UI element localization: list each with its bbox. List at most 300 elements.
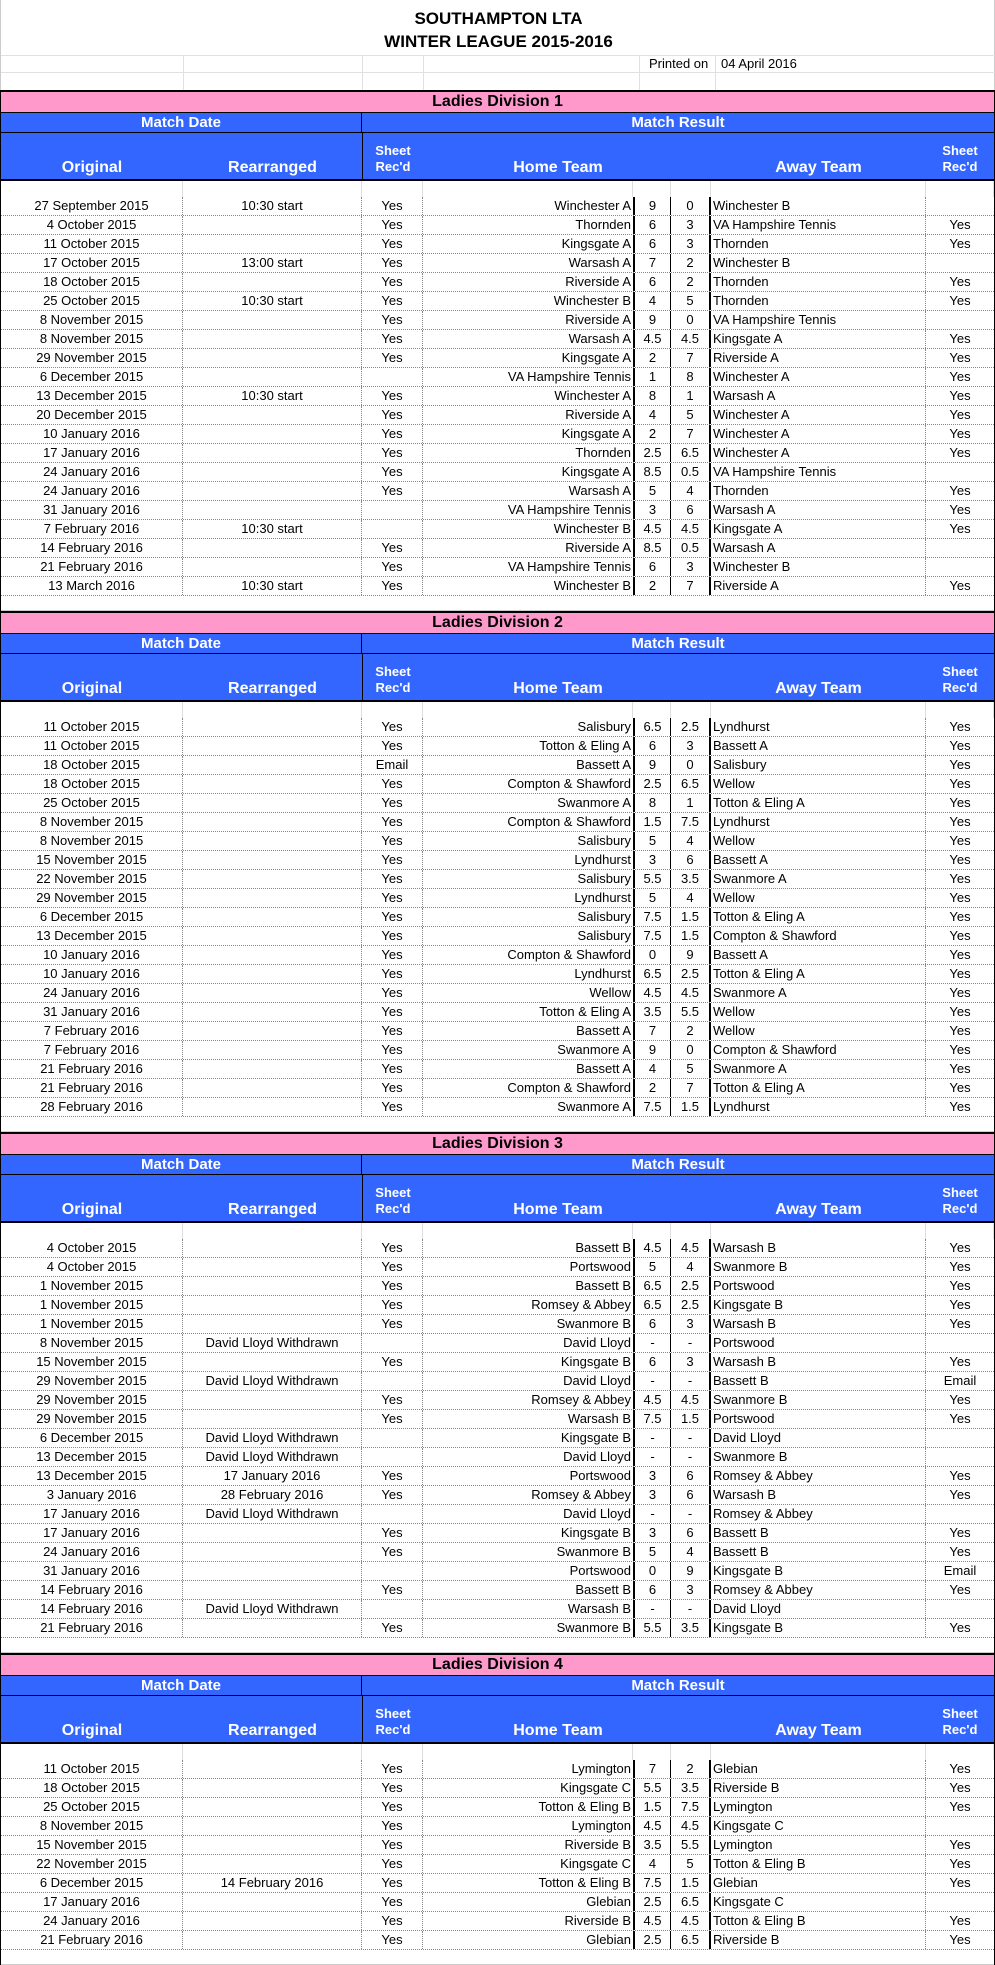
- home-sheet-received: Yes: [362, 927, 423, 945]
- away-score: 2: [671, 1022, 711, 1040]
- rearranged-date: [183, 406, 362, 424]
- rearranged-date: [183, 235, 362, 253]
- rearranged-date: David Lloyd Withdrawn: [183, 1600, 362, 1618]
- home-score: 5: [633, 832, 671, 850]
- away-score: 2: [671, 1760, 711, 1778]
- original-date: 10 January 2016: [1, 425, 183, 443]
- home-team: Totton & Eling B: [538, 1875, 631, 1890]
- home-score: -: [633, 1505, 671, 1523]
- away-score: 0: [671, 197, 711, 215]
- away-score: 3: [671, 216, 711, 234]
- fixture-row: [1, 349, 994, 368]
- away-team: Compton & Shawford: [711, 1041, 926, 1059]
- away-score: 0.5: [671, 539, 711, 557]
- home-team: Bassett A: [576, 1023, 631, 1038]
- fixture-row: [1, 1296, 994, 1315]
- home-sheet-received: Yes: [362, 775, 423, 793]
- home-sheet-received: Yes: [362, 813, 423, 831]
- rearranged-date: [183, 946, 362, 964]
- home-team: Lymington: [571, 1761, 631, 1776]
- away-score: 4.5: [671, 330, 711, 348]
- home-score: -: [633, 1372, 671, 1390]
- rearranged-date: [183, 1836, 362, 1854]
- rearranged-date: [183, 1277, 362, 1295]
- rearranged-date: [183, 273, 362, 291]
- away-team: Wellow: [711, 1003, 926, 1021]
- original-date: 18 October 2015: [1, 756, 183, 774]
- original-date: 18 October 2015: [1, 273, 183, 291]
- fixture-row: [1, 1836, 994, 1855]
- away-sheet-received: [926, 254, 994, 272]
- home-sheet-received: Yes: [362, 292, 423, 310]
- original-date: 1 November 2015: [1, 1296, 183, 1314]
- away-score: 9: [671, 946, 711, 964]
- home-score: 4.5: [633, 1239, 671, 1257]
- division-section: [0, 1653, 995, 1965]
- home-team: Totton & Eling B: [538, 1799, 631, 1814]
- away-score: 2.5: [671, 1277, 711, 1295]
- original-date: 6 December 2015: [1, 1429, 183, 1447]
- away-score: 1: [671, 794, 711, 812]
- fixture-row: [1, 794, 994, 813]
- fixture-rows: [1, 1760, 994, 1950]
- away-team: Riverside B: [711, 1931, 926, 1949]
- column-header-row: [1, 132, 994, 181]
- home-sheet-received: Yes: [362, 1931, 423, 1949]
- fixture-row: [1, 216, 994, 235]
- away-team: Wellow: [711, 1022, 926, 1040]
- rearranged-date: [183, 311, 362, 329]
- away-sheet-received: Yes: [949, 521, 971, 536]
- rearranged-date: [183, 1562, 362, 1580]
- rearranged-date: 10:30 start: [183, 197, 362, 215]
- fixture-row: [1, 1893, 994, 1912]
- home-score: 8.5: [633, 463, 671, 481]
- home-sheet-received: Yes: [362, 1619, 423, 1637]
- home-sheet-received: Yes: [362, 1003, 423, 1021]
- away-sheet-received: Yes: [949, 1316, 971, 1331]
- fixture-row: [1, 908, 994, 927]
- home-sheet-received: Yes: [362, 1258, 423, 1276]
- rearranged-date: [183, 1893, 362, 1911]
- home-score: -: [633, 1600, 671, 1618]
- home-team: Winchester A: [554, 388, 631, 403]
- original-date: 21 February 2016: [1, 1079, 183, 1097]
- fixture-row: [1, 927, 994, 946]
- away-team: Salisbury: [711, 756, 926, 774]
- rearranged-date: [183, 1296, 362, 1314]
- away-score: 6.5: [671, 444, 711, 462]
- home-score: 7.5: [633, 1410, 671, 1428]
- rearranged-date: [183, 813, 362, 831]
- home-score: 0: [633, 946, 671, 964]
- home-sheet-received: Yes: [362, 482, 423, 500]
- away-score: 7: [671, 577, 711, 595]
- home-team: Totton & Eling A: [539, 1004, 631, 1019]
- away-sheet-received: Yes: [949, 445, 971, 460]
- away-team: Totton & Eling B: [711, 1855, 926, 1873]
- away-team: Winchester A: [711, 444, 926, 462]
- home-score: 8: [633, 387, 671, 405]
- away-team-header: Away Team: [775, 1722, 862, 1739]
- away-score: 4: [671, 1543, 711, 1561]
- rearranged-date: [183, 889, 362, 907]
- home-score: 6: [633, 558, 671, 576]
- rearranged-date: [183, 539, 362, 557]
- original-date: 10 January 2016: [1, 965, 183, 983]
- original-date: 15 November 2015: [1, 1353, 183, 1371]
- original-date: 21 February 2016: [1, 1619, 183, 1637]
- sheet-received-header: Sheet Rec'd: [942, 143, 978, 174]
- original-header: Original: [61, 680, 123, 697]
- away-team: Bassett A: [711, 946, 926, 964]
- home-score: 3: [633, 851, 671, 869]
- away-score: -: [671, 1429, 711, 1447]
- home-score: 5: [633, 1258, 671, 1276]
- home-team: Riverside A: [565, 312, 631, 327]
- division-section: [0, 1132, 995, 1653]
- home-team: Portswood: [569, 1259, 631, 1274]
- home-score: 3.5: [633, 1836, 671, 1854]
- original-date: 6 December 2015: [1, 1874, 183, 1892]
- home-score: 1: [633, 368, 671, 386]
- original-date: 7 February 2016: [1, 520, 183, 538]
- away-score: 2: [671, 273, 711, 291]
- match-result-header: Match Result: [631, 635, 725, 652]
- away-sheet-received: [926, 1448, 994, 1466]
- fixture-row: [1, 330, 994, 349]
- away-sheet-received: Yes: [949, 1913, 971, 1928]
- home-score: -: [633, 1334, 671, 1352]
- rearranged-date: [183, 1391, 362, 1409]
- report-title: SOUTHAMPTON LTA: [414, 9, 583, 28]
- home-team: Kingsgate C: [560, 1780, 631, 1795]
- original-date: 8 November 2015: [1, 311, 183, 329]
- away-score: -: [671, 1334, 711, 1352]
- home-team: Thornden: [575, 217, 631, 232]
- away-team: Portswood: [711, 1277, 926, 1295]
- fixture-rows: [1, 1239, 994, 1638]
- away-score: 0.5: [671, 463, 711, 481]
- home-sheet-received: Yes: [362, 889, 423, 907]
- away-score: 3: [671, 1581, 711, 1599]
- rearranged-header: Rearranged: [228, 680, 317, 697]
- away-sheet-received: [926, 1429, 994, 1447]
- original-date: 17 October 2015: [1, 254, 183, 272]
- rearranged-date: [183, 1060, 362, 1078]
- away-team: Bassett A: [711, 851, 926, 869]
- column-group-header: [1, 1155, 994, 1174]
- away-team: Warsash B: [711, 1239, 926, 1257]
- home-score: 3.5: [633, 1003, 671, 1021]
- away-team: Winchester B: [711, 254, 926, 272]
- original-date: 8 November 2015: [1, 1817, 183, 1835]
- original-date: 21 February 2016: [1, 1060, 183, 1078]
- home-sheet-received: Yes: [362, 558, 423, 576]
- home-team: Romsey & Abbey: [531, 1487, 631, 1502]
- home-score: 3: [633, 1524, 671, 1542]
- original-date: 11 October 2015: [1, 718, 183, 736]
- home-sheet-received: Yes: [362, 1798, 423, 1816]
- home-team: Lyndhurst: [574, 890, 631, 905]
- away-score: 0: [671, 311, 711, 329]
- home-score: 6: [633, 273, 671, 291]
- home-sheet-received: Yes: [362, 1855, 423, 1873]
- home-sheet-received: [362, 1334, 423, 1352]
- fixture-row: [1, 1022, 994, 1041]
- away-score: 4.5: [671, 520, 711, 538]
- away-team: Lymington: [711, 1798, 926, 1816]
- home-score: 6.5: [633, 1296, 671, 1314]
- original-date: 13 December 2015: [1, 1467, 183, 1485]
- away-score: 3.5: [671, 870, 711, 888]
- fixture-row: [1, 1467, 994, 1486]
- away-team: Swanmore B: [711, 1448, 926, 1466]
- home-team: VA Hampshire Tennis: [507, 502, 631, 517]
- home-team: Swanmore A: [557, 1099, 631, 1114]
- away-score: 7: [671, 425, 711, 443]
- rearranged-date: [183, 737, 362, 755]
- away-score: -: [671, 1448, 711, 1466]
- home-score: 3: [633, 1467, 671, 1485]
- home-sheet-received: [362, 1429, 423, 1447]
- home-team: Swanmore B: [556, 1544, 631, 1559]
- away-score: 5: [671, 292, 711, 310]
- home-sheet-received: Yes: [362, 273, 423, 291]
- home-team: Compton & Shawford: [507, 776, 631, 791]
- home-sheet-received: [362, 1562, 423, 1580]
- division-title: Ladies Division 4: [1, 1653, 994, 1676]
- original-date: 8 November 2015: [1, 1334, 183, 1352]
- home-team: Winchester B: [553, 578, 631, 593]
- away-team-header: Away Team: [775, 1201, 862, 1218]
- away-team: David Lloyd: [711, 1600, 926, 1618]
- home-team: Salisbury: [577, 833, 631, 848]
- home-score: 6.5: [633, 718, 671, 736]
- away-score: 5: [671, 1855, 711, 1873]
- home-sheet-received: Yes: [362, 1817, 423, 1835]
- away-sheet-received: Yes: [949, 871, 971, 886]
- rearranged-date: [183, 216, 362, 234]
- away-sheet-received: Yes: [949, 1582, 971, 1597]
- fixture-row: [1, 1505, 994, 1524]
- away-sheet-received: Email: [943, 1563, 977, 1578]
- home-team: Kingsgate C: [560, 1856, 631, 1871]
- rearranged-date: [183, 1524, 362, 1542]
- rearranged-date: [183, 425, 362, 443]
- away-score: 1.5: [671, 908, 711, 926]
- fixture-row: [1, 1041, 994, 1060]
- fixture-row: [1, 1429, 994, 1448]
- fixture-row: [1, 1391, 994, 1410]
- fixture-row: [1, 1334, 994, 1353]
- original-date: 1 November 2015: [1, 1315, 183, 1333]
- away-team: Thornden: [711, 482, 926, 500]
- away-score: -: [671, 1372, 711, 1390]
- away-team: Romsey & Abbey: [711, 1467, 926, 1485]
- home-score: 7.5: [633, 927, 671, 945]
- away-team: Thornden: [711, 235, 926, 253]
- away-sheet-received: Yes: [949, 388, 971, 403]
- spacer-row: [1, 1638, 994, 1653]
- division-title: Ladies Division 3: [1, 1132, 994, 1155]
- home-team: Warsash A: [568, 483, 631, 498]
- away-score: 7: [671, 1079, 711, 1097]
- original-date: 8 November 2015: [1, 832, 183, 850]
- away-score: 2.5: [671, 718, 711, 736]
- away-sheet-received: Yes: [949, 1544, 971, 1559]
- fixture-row: [1, 387, 994, 406]
- away-sheet-received: Yes: [949, 1042, 971, 1057]
- rearranged-date: 10:30 start: [183, 292, 362, 310]
- away-score: 1.5: [671, 1098, 711, 1116]
- home-sheet-received: Yes: [362, 1543, 423, 1561]
- away-team: Swanmore A: [711, 870, 926, 888]
- away-sheet-received: Yes: [949, 217, 971, 232]
- away-score: -: [671, 1505, 711, 1523]
- original-date: 10 January 2016: [1, 946, 183, 964]
- away-sheet-received: Yes: [949, 890, 971, 905]
- home-score: 6: [633, 737, 671, 755]
- home-sheet-received: Yes: [362, 1524, 423, 1542]
- home-team-header: Home Team: [513, 680, 603, 697]
- home-sheet-received: Yes: [362, 406, 423, 424]
- home-sheet-received: Yes: [362, 311, 423, 329]
- home-score: 4.5: [633, 1912, 671, 1930]
- fixture-row: [1, 520, 994, 539]
- sheet-received-header: Sheet Rec'd: [942, 1706, 978, 1737]
- rearranged-date: [183, 908, 362, 926]
- grid-line: [362, 55, 363, 90]
- away-team: Kingsgate B: [711, 1296, 926, 1314]
- away-team: Winchester B: [711, 558, 926, 576]
- rearranged-date: [183, 1855, 362, 1873]
- away-team: Totton & Eling A: [711, 908, 926, 926]
- home-sheet-received: Yes: [362, 1041, 423, 1059]
- home-sheet-received: Yes: [362, 197, 423, 215]
- away-score: 5.5: [671, 1836, 711, 1854]
- away-sheet-received: Email: [943, 1373, 977, 1388]
- original-date: 29 November 2015: [1, 1391, 183, 1409]
- home-score: 4.5: [633, 520, 671, 538]
- home-score: 6: [633, 235, 671, 253]
- away-score: 3: [671, 558, 711, 576]
- rearranged-date: David Lloyd Withdrawn: [183, 1448, 362, 1466]
- rearranged-date: [183, 756, 362, 774]
- rearranged-date: [183, 870, 362, 888]
- grid-line: [715, 55, 716, 90]
- original-header: Original: [61, 1722, 123, 1739]
- original-date: 13 March 2016: [1, 577, 183, 595]
- away-sheet-received: [926, 311, 994, 329]
- rearranged-date: 13:00 start: [183, 254, 362, 272]
- home-sheet-received: [362, 368, 423, 386]
- original-date: 28 February 2016: [1, 1098, 183, 1116]
- original-date: 15 November 2015: [1, 1836, 183, 1854]
- fixture-row: [1, 463, 994, 482]
- home-team: Compton & Shawford: [507, 1080, 631, 1095]
- away-team: Warsash A: [711, 501, 926, 519]
- home-team: Bassett A: [576, 1061, 631, 1076]
- fixture-row: [1, 311, 994, 330]
- away-score: 3: [671, 1353, 711, 1371]
- home-sheet-received: Yes: [362, 1277, 423, 1295]
- away-team: Riverside A: [711, 349, 926, 367]
- away-team: Bassett A: [711, 737, 926, 755]
- home-score: 5: [633, 482, 671, 500]
- home-team: VA Hampshire Tennis: [507, 369, 631, 384]
- home-team: Warsash B: [567, 1411, 631, 1426]
- home-team: Swanmore B: [556, 1620, 631, 1635]
- rearranged-date: [183, 832, 362, 850]
- away-sheet-received: Yes: [949, 236, 971, 251]
- fixture-rows: [1, 197, 994, 596]
- column-header-row: [1, 1695, 994, 1744]
- rearranged-date: [183, 482, 362, 500]
- away-team: Romsey & Abbey: [711, 1581, 926, 1599]
- original-date: 14 February 2016: [1, 539, 183, 557]
- away-score: 0: [671, 756, 711, 774]
- home-sheet-received: Yes: [362, 851, 423, 869]
- away-sheet-received: Yes: [949, 738, 971, 753]
- home-score: 2.5: [633, 775, 671, 793]
- fixture-row: [1, 1277, 994, 1296]
- home-team: Wellow: [589, 985, 631, 1000]
- fixture-row: [1, 406, 994, 425]
- fixture-row: [1, 1600, 994, 1619]
- away-score: 1.5: [671, 1874, 711, 1892]
- original-date: 14 February 2016: [1, 1600, 183, 1618]
- away-team: Lymington: [711, 1836, 926, 1854]
- home-score: 4.5: [633, 1817, 671, 1835]
- home-sheet-received: Yes: [362, 1391, 423, 1409]
- home-score: 5.5: [633, 1779, 671, 1797]
- away-team: Wellow: [711, 832, 926, 850]
- printed-on-label: Printed on: [649, 56, 709, 71]
- away-team: Lyndhurst: [711, 718, 926, 736]
- home-sheet-received: Yes: [362, 1874, 423, 1892]
- fixture-row: [1, 1855, 994, 1874]
- home-team: Salisbury: [577, 719, 631, 734]
- fixture-row: [1, 775, 994, 794]
- home-team: Riverside A: [565, 407, 631, 422]
- away-sheet-received: Yes: [949, 426, 971, 441]
- home-team: Kingsgate A: [561, 236, 631, 251]
- home-score: 2.5: [633, 1893, 671, 1911]
- sheet-received-header: Sheet Rec'd: [942, 1185, 978, 1216]
- away-sheet-received: Yes: [949, 1392, 971, 1407]
- rearranged-date: [183, 927, 362, 945]
- away-sheet-received: Yes: [949, 1240, 971, 1255]
- fixture-row: [1, 1779, 994, 1798]
- fixture-row: [1, 368, 994, 387]
- home-sheet-received: Yes: [362, 1779, 423, 1797]
- away-score: 9: [671, 1562, 711, 1580]
- original-date: 7 February 2016: [1, 1022, 183, 1040]
- home-team: Riverside A: [565, 274, 631, 289]
- match-result-header: Match Result: [631, 114, 725, 131]
- home-team: Swanmore B: [556, 1316, 631, 1331]
- away-sheet-received: Yes: [949, 966, 971, 981]
- home-sheet-received: Yes: [362, 1467, 423, 1485]
- away-sheet-received: [926, 1505, 994, 1523]
- home-sheet-received: Yes: [362, 1098, 423, 1116]
- home-score: 0: [633, 1562, 671, 1580]
- rearranged-date: [183, 1079, 362, 1097]
- away-score: 3: [671, 737, 711, 755]
- original-date: 4 October 2015: [1, 1258, 183, 1276]
- division-title: Ladies Division 1: [1, 90, 994, 113]
